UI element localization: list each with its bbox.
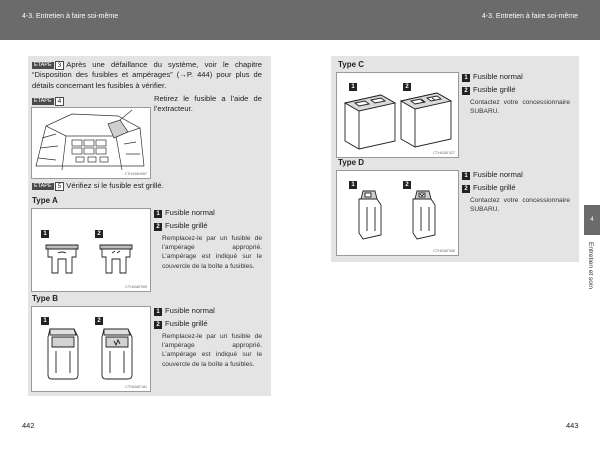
- type-d-legend: [462, 169, 523, 194]
- badge-2: 2: [95, 230, 103, 238]
- badge-1: 1: [41, 317, 49, 325]
- legend-normal-text: Fusible normal: [473, 170, 523, 179]
- figure-code: CTH43AT009: [125, 285, 147, 289]
- legend-badge-2: 2: [462, 87, 470, 95]
- legend-badge-1: 1: [154, 210, 162, 218]
- step-number: 5: [55, 182, 65, 191]
- legend-blown: [462, 84, 523, 97]
- etape-tag: ÉTAPE: [34, 183, 52, 189]
- figure-code: CTH43AH067: [124, 172, 147, 176]
- header-left-title: 4-3. Entretien à faire soi-même: [22, 13, 119, 20]
- header-right-title: 4-3. Entretien à faire soi-même: [481, 13, 578, 20]
- type-a-figure: [31, 208, 151, 292]
- type-c-figure: [336, 72, 459, 158]
- step-5: [32, 181, 164, 191]
- step-number: 3: [55, 61, 65, 70]
- chapter-number: 4: [590, 217, 594, 223]
- type-b-figure: [31, 306, 151, 392]
- step-text: Vérifiez si le fusible est grillé.: [66, 181, 164, 190]
- legend-badge-2: 2: [154, 321, 162, 329]
- type-d-label: Type D: [338, 158, 365, 167]
- badge-2: 2: [95, 317, 103, 325]
- type-b-legend: [154, 305, 215, 330]
- blade-fuse-illustration: [32, 209, 150, 291]
- legend-blown-text: Fusible grillé: [473, 84, 516, 94]
- step-3: [32, 60, 262, 91]
- legend-badge-1: 1: [462, 172, 470, 180]
- type-a-note: Remplacez-le par un fusible de l’ampérage approprié. L’ampérage est indiqué sur le couvercle de la boîte a fusibles.: [162, 235, 262, 270]
- cartridge-fuse-illustration: [32, 307, 150, 391]
- legend-normal: [154, 207, 215, 220]
- type-c-note: Contactez votre concessionnaire SUBARU.: [470, 99, 570, 116]
- type-d-figure: [336, 170, 459, 256]
- figure-code: CTH43AT027: [433, 151, 455, 155]
- legend-normal-text: Fusible normal: [473, 72, 523, 81]
- etape-tag: ÉTAPE: [34, 62, 52, 68]
- legend-normal: [462, 71, 523, 84]
- legend-badge-2: 2: [154, 223, 162, 231]
- type-c-legend: [462, 71, 523, 96]
- fuse-box-illustration: [32, 108, 150, 178]
- step-number: 4: [55, 97, 65, 106]
- legend-normal-text: Fusible normal: [165, 306, 215, 315]
- page-header: [0, 0, 600, 40]
- badge-1: 1: [349, 83, 357, 91]
- type-b-label: Type B: [32, 294, 59, 303]
- badge-1: 1: [41, 230, 49, 238]
- legend-badge-1: 1: [154, 308, 162, 316]
- step-4-tag: [32, 96, 66, 106]
- badge-1: 1: [349, 181, 357, 189]
- fuse-box-figure: [31, 107, 151, 179]
- type-a-label: Type A: [32, 196, 58, 205]
- legend-blown: [154, 318, 215, 331]
- legend-badge-1: 1: [462, 74, 470, 82]
- legend-badge-2: 2: [462, 185, 470, 193]
- legend-normal: [462, 169, 523, 182]
- legend-normal-text: Fusible normal: [165, 208, 215, 217]
- legend-blown: [154, 220, 215, 233]
- chapter-label-text: Entretien et soin: [587, 242, 594, 289]
- type-b-note: Remplacez-le par un fusible de l’ampérage approprié. L’ampérage est indiqué sur le couvercle de la boîte a fusibles.: [162, 333, 262, 368]
- step-text: Après une défaillance du système, voir le chapitre “Disposition des fusibles et ampérages” (→P. 444) pour plus de détails concernant les fusibles à vérifier.: [32, 60, 262, 90]
- badge-2: 2: [403, 83, 411, 91]
- etape-tag: ÉTAPE: [34, 98, 52, 104]
- legend-blown-text: Fusible grillé: [473, 182, 516, 192]
- figure-code: CTH43AT066: [433, 249, 455, 253]
- type-a-legend: [154, 207, 215, 232]
- page-number-left: 442: [22, 421, 35, 430]
- step-4-text: Retirez le fusible a l’aide de l’extracteur.: [154, 94, 262, 114]
- legend-blown-text: Fusible grillé: [165, 318, 208, 328]
- type-c-label: Type C: [338, 60, 365, 69]
- type-d-note: Contactez votre concessionnaire SUBARU.: [470, 197, 570, 214]
- legend-blown: [462, 182, 523, 195]
- legend-blown-text: Fusible grillé: [165, 220, 208, 230]
- figure-code: CTH43AT181: [125, 385, 147, 389]
- badge-2: 2: [403, 181, 411, 189]
- chapter-side-label: [583, 242, 599, 312]
- legend-normal: [154, 305, 215, 318]
- chapter-side-tab: [584, 205, 600, 235]
- page-number-right: 443: [566, 421, 579, 430]
